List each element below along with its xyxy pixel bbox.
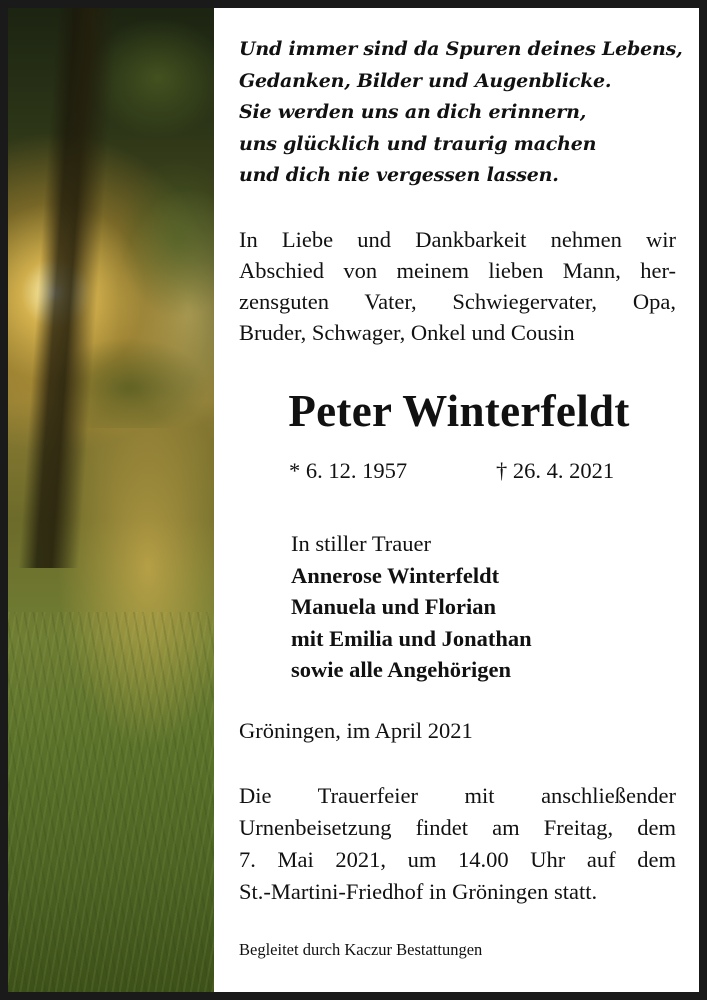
intro-line: Bruder, Schwager, Onkel und Cousin [239, 320, 575, 345]
service-line: Urnenbeisetzung findet am Freitag, dem [239, 815, 676, 840]
obituary-card [8, 8, 699, 992]
poem-line: Und immer sind da Spuren deines Lebens, [239, 38, 683, 60]
service-line: 7. Mai 2021, um 14.00 Uhr auf dem [239, 847, 676, 872]
poem-line: und dich nie vergessen lassen. [239, 164, 559, 186]
forest-sunlight-photo [8, 8, 214, 992]
poem-line: Gedanken, Bilder und Augenblicke. [239, 69, 612, 92]
poem-line: Sie werden uns an dich erinnern, [239, 101, 587, 123]
mourners-block [291, 528, 532, 686]
birth-date: * 6. 12. 1957 [289, 458, 408, 483]
farewell-intro [239, 224, 676, 348]
intro-line: In Liebe und Dankbarkeit nehmen wir [239, 227, 676, 252]
service-line: Die Trauerfeier mit anschließender [239, 783, 676, 808]
mourner-name: sowie alle Angehörigen [291, 657, 511, 682]
mourner-name: Annerose Winterfeldt [291, 562, 500, 588]
death-date: † 26. 4. 2021 [496, 458, 615, 483]
grass-meadow [8, 612, 214, 992]
funeral-service-info [239, 780, 676, 908]
undertaker-credit: Begleitet durch Kaczur Bestattungen [239, 940, 483, 959]
mourners-heading: In stiller Trauer [291, 531, 431, 556]
mourner-name: mit Emilia und Jonathan [291, 625, 532, 651]
deceased-name: Peter Winterfeldt [288, 386, 630, 436]
memorial-poem [239, 34, 683, 192]
poem-line: uns glücklich und traurig machen [239, 132, 597, 155]
intro-line: zensguten Vater, Schwiegervater, Opa, [239, 289, 676, 314]
mourner-name: Manuela und Florian [291, 594, 497, 619]
service-line: St.-Martini-Friedhof in Gröningen statt. [239, 879, 598, 904]
intro-line: Abschied von meinem lieben Mann, her- [239, 258, 676, 283]
place-and-date: Gröningen, im April 2021 [239, 718, 473, 743]
